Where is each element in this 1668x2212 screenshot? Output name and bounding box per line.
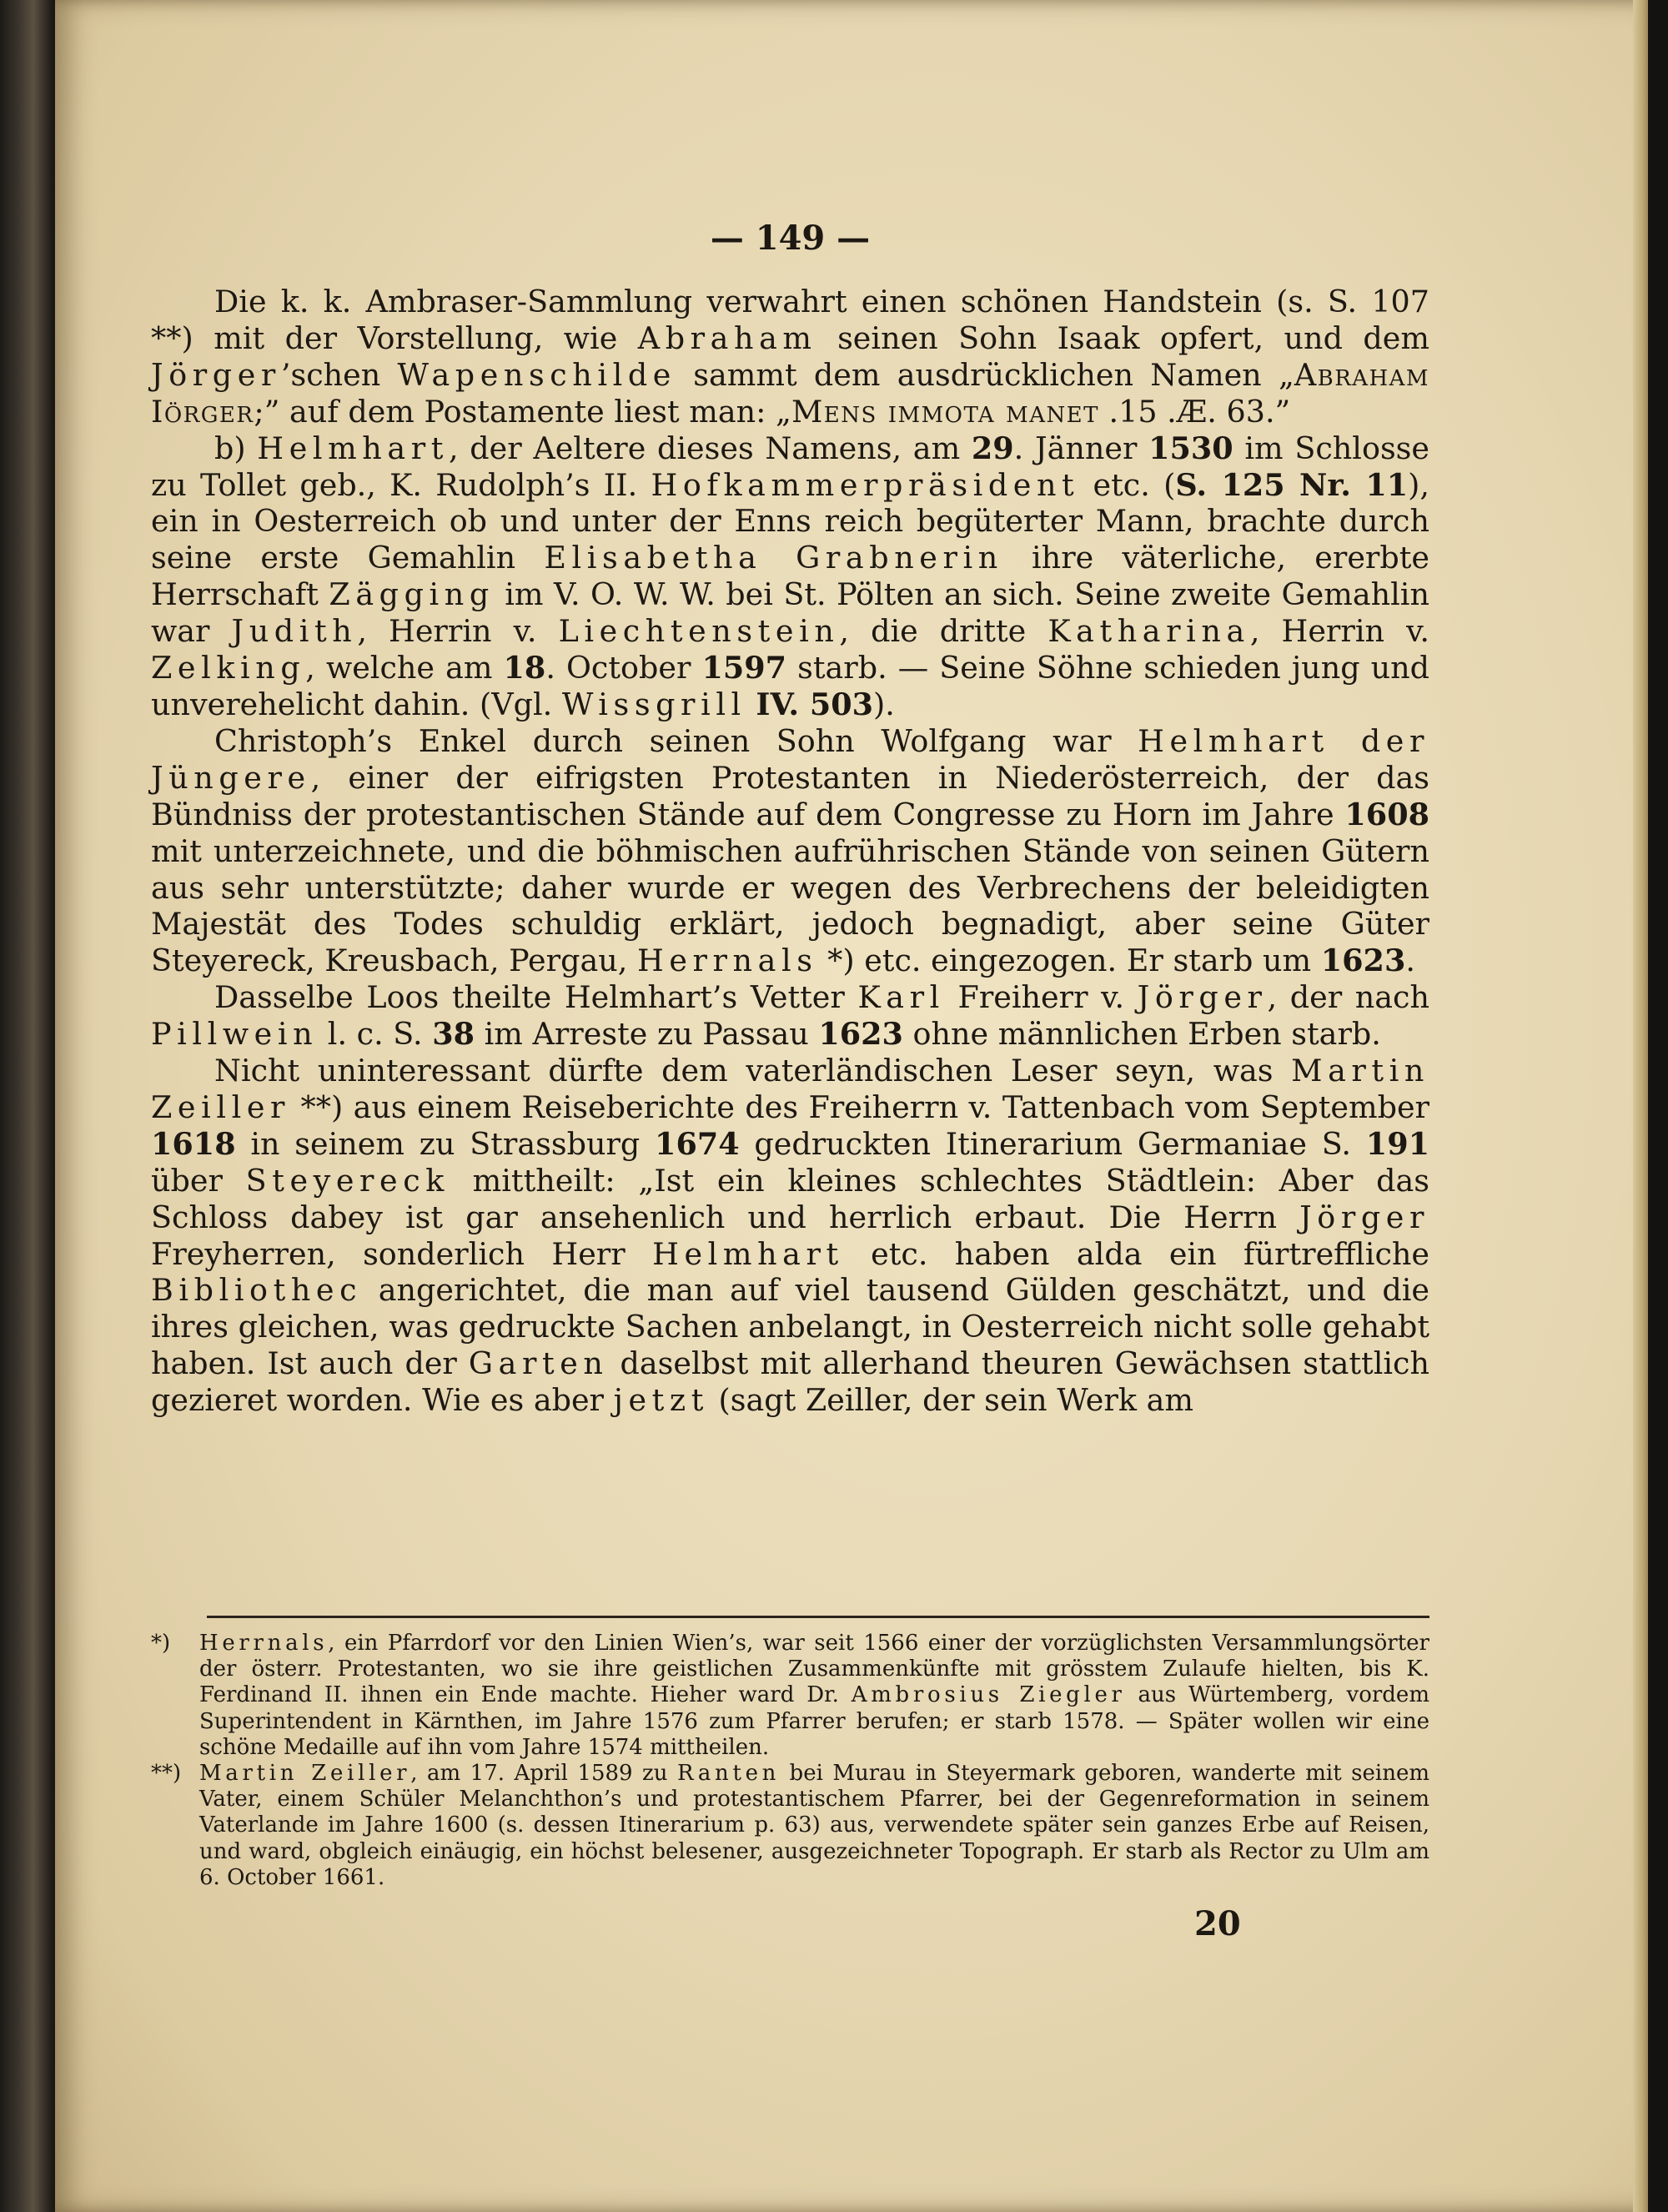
footnote-divider [207,1616,1429,1618]
text-run: ’schen [280,356,398,393]
inscription: Mens immota manet [791,393,1099,430]
spaced-name: Garten [468,1345,609,1382]
spaced-name: Pillwein [151,1016,319,1053]
text-run: ;” auf dem Postamente liest man: „ [254,393,791,430]
text-run: im Arreste zu Passau [475,1016,819,1053]
page-edge [1633,0,1648,2212]
text-run: , der Aeltere dieses Namens, am [448,430,972,466]
spaced-name: Helmhart [652,1235,844,1272]
text-run: .15 .Æ. 63.” [1098,393,1291,430]
bold-number: 29 [971,430,1014,466]
bold-number: 1530 [1148,430,1233,466]
bold-number: 1608 [1344,796,1429,832]
text-run: , die dritte [839,613,1048,650]
text-run: b) [214,430,258,466]
text-run: im Schlosse zu Tollet geb., K. Rudolph’s II. [151,430,1430,503]
text-run: daselbst mit allerhand theuren Gewächsen stattlich gezieret worden. Wie es aber [151,1345,1429,1419]
paragraph-3 [151,723,1429,979]
text-run: Freiherr v. [944,979,1138,1016]
spaced-name: Ranten [676,1761,781,1787]
text-run: mittheilt: „Ist ein kleines schlechtes Städtlein: Aber das Schloss dabey ist gar ansehenlich und herrlich erbaut. Die Herrn [151,1162,1430,1235]
text-run: ihre väterliche, ererbte Herrschaft [151,540,1430,613]
text-run: im V. O. W. W. bei St. Pölten an sich. Seine zweite Gemahlin war [151,576,1429,650]
text-run: . Jänner [1013,430,1149,466]
spaced-name: Zägging [329,576,495,613]
spaced-name: Katharina [1048,613,1250,650]
text-run: ), ein in Oesterreich ob und unter der Enns reich begüterter Mann, brachte durch seine erste Gemahlin [151,466,1429,576]
text-run: , welche am [305,650,504,686]
page-number: — 149 — [710,219,871,258]
text-run: gedruckten Itinerarium Germaniae S. [739,1125,1366,1162]
text-run: bei Murau in Steyermark geboren, wanderte mit seinem Vater, einem Schüler Melanchthon’s und protestantischem Pfarrer, bei der Gegenreformation in seinem Vaterlande im Jahre 1600 (s. dessen Itinerarium p. 63) aus, verwendete später sein ganzes Erbe auf Reisen, und ward, obgleich einäugig, ein höchst belesener, ausgezeichneter Topograph. Er starb als Rector zu Ulm am 6. October 1661. [199,1761,1429,1890]
text-run: *) etc. eingezogen. Er starb um [817,943,1321,979]
paragraph-5 [151,1053,1429,1419]
spaced-name: Martin Zeiller [199,1761,411,1787]
spaced-name: Hofkammerpräsident [651,466,1080,503]
bold-number: S. 125 Nr. 11 [1175,466,1409,503]
spaced-name: Ambrosius Ziegler [851,1682,1126,1708]
bold-number: 38 [432,1016,475,1053]
spaced-name: Jörger [1137,979,1268,1016]
text-run: , ein Pfarrdorf vor den Linien Wien’s, war seit 1566 einer der vorzüglichsten Versammlungsörter der österr. Protestanten, wo sie ihre geistlichen Zusammenkünfte mit grösstem Zulaufe hielten, bis K. Ferdinand II. ihnen ein Ende machte. Hieher ward Dr. [199,1631,1429,1708]
bold-number: 1674 [655,1125,740,1162]
spaced-name: Steyereck [245,1162,450,1199]
text-run: sammt dem ausdrücklichen Namen „ [676,356,1294,393]
footnote-1 [151,1631,1429,1761]
text-run: seinen Sohn Isaak opfert, und dem [816,319,1429,356]
spaced-name: jetzt [613,1382,709,1419]
text-run: etc. ( [1079,466,1176,503]
spaced-name: Abraham [637,319,817,356]
spaced-name: Karl [857,979,945,1016]
bold-number: 1623 [818,1016,903,1053]
paragraph-1 [151,284,1429,430]
spaced-name: Jörger [151,356,281,393]
footnote-marker: *) [151,1631,171,1656]
spaced-name: Judith [231,613,358,650]
text-run [746,686,756,722]
text-run: etc. haben alda ein fürtreffliche [843,1235,1429,1272]
text-run: angerichtet, die man auf viel tausend Gülden geschätzt, und die ihres gleichen, was gedruckte Sachen anbelangt, in Oesterreich nicht solle gehabt haben. Ist auch der [151,1272,1429,1382]
spaced-name: Herrnals [199,1631,329,1656]
text-run: über [151,1162,246,1199]
spaced-name: Helmhart [257,430,449,466]
bold-number: 1618 [151,1125,236,1162]
paragraph-2 [151,430,1429,723]
spaced-name: Helmhart der Jüngere [151,722,1429,796]
spaced-name: Zelking [151,650,306,686]
text-run: , Herrin v. [1249,613,1429,650]
text-run: , einer der eifrigsten Protestanten in Niederösterreich, der das Bündniss der protestantischen Stände auf dem Congresse zu Horn im Jahre [151,759,1429,832]
spaced-name: Martin Zeiller [151,1053,1429,1125]
text-run: Christoph’s Enkel durch seinen Sohn Wolfgang war [214,722,1138,759]
text-run: Die k. k. Ambraser-Sammlung verwahrt einen schönen Handstein (s. S. 107 **) mit der Vorstellung, wie [151,284,1429,356]
text-run: , der nach [1267,979,1429,1016]
bold-number: 18 [503,650,546,686]
text-run: aus Würtemberg, vordem Superintendent in Kärnthen, im Jahre 1576 zum Pfarrer berufen; er starb 1578. — Später wollen wir eine schöne Medaille auf ihn vom Jahre 1574 mittheilen. [199,1682,1429,1760]
bold-number: 191 [1365,1125,1429,1162]
text-run: . [1405,943,1415,979]
main-text [151,284,1429,1419]
text-run: Dasselbe Loos theilte Helmhart’s Vetter [214,979,858,1016]
text-run: . October [545,650,702,686]
footnote-marker: **) [151,1761,182,1787]
text-run: ohne männlichen Erben starb. [902,1016,1381,1053]
text-run: , Herrin v. [357,613,559,650]
text-run: Nicht uninteressant dürfte dem vaterländischen Leser seyn, was [214,1053,1292,1089]
footnote-2 [151,1761,1429,1891]
text-run: (sagt Zeiller, der sein Werk am [708,1382,1193,1419]
spaced-name: Wissgrill [561,686,746,722]
spaced-name: Herrnals [636,943,818,979]
text-run: , am 17. April 1589 zu [410,1761,677,1787]
signature-mark: 20 [1194,1904,1241,1943]
text-run: ). [873,686,895,722]
spaced-name: Bibliothec [151,1272,363,1309]
bold-number: IV. 503 [756,686,874,722]
text-run: l. c. S. [318,1016,433,1053]
footnotes [151,1631,1429,1891]
spaced-name: Liechtenstein [558,613,840,650]
spaced-name: Elisabetha Grabnerin [544,540,1003,576]
spaced-name: Jörger [1299,1199,1429,1235]
text-run: starb. — Seine Söhne schieden jung und unverehelicht dahin. (Vgl. [151,650,1429,722]
bold-number: 1597 [701,650,787,686]
bold-number: 1623 [1320,943,1406,979]
inscription: Abraham Iörger [151,356,1429,430]
text-run: Freyherren, sonderlich Herr [151,1235,653,1272]
paragraph-4 [151,979,1429,1053]
text-run: **) aus einem Reiseberichte des Freiherrn v. Tattenbach vom September [290,1088,1429,1125]
text-run: in seinem zu Strassburg [235,1125,656,1162]
text-run: mit unterzeichnete, und die böhmischen aufrührischen Stände von seinen Gütern aus sehr unterstützte; daher wurde er wegen des Verbrechens der beleidigten Majestät des Todes schuldig erklärt, jedoch begnadigt, aber seine Güter Steyereck, Kreusbach, Pergau, [151,832,1429,979]
spaced-name: Wapenschilde [397,356,676,393]
